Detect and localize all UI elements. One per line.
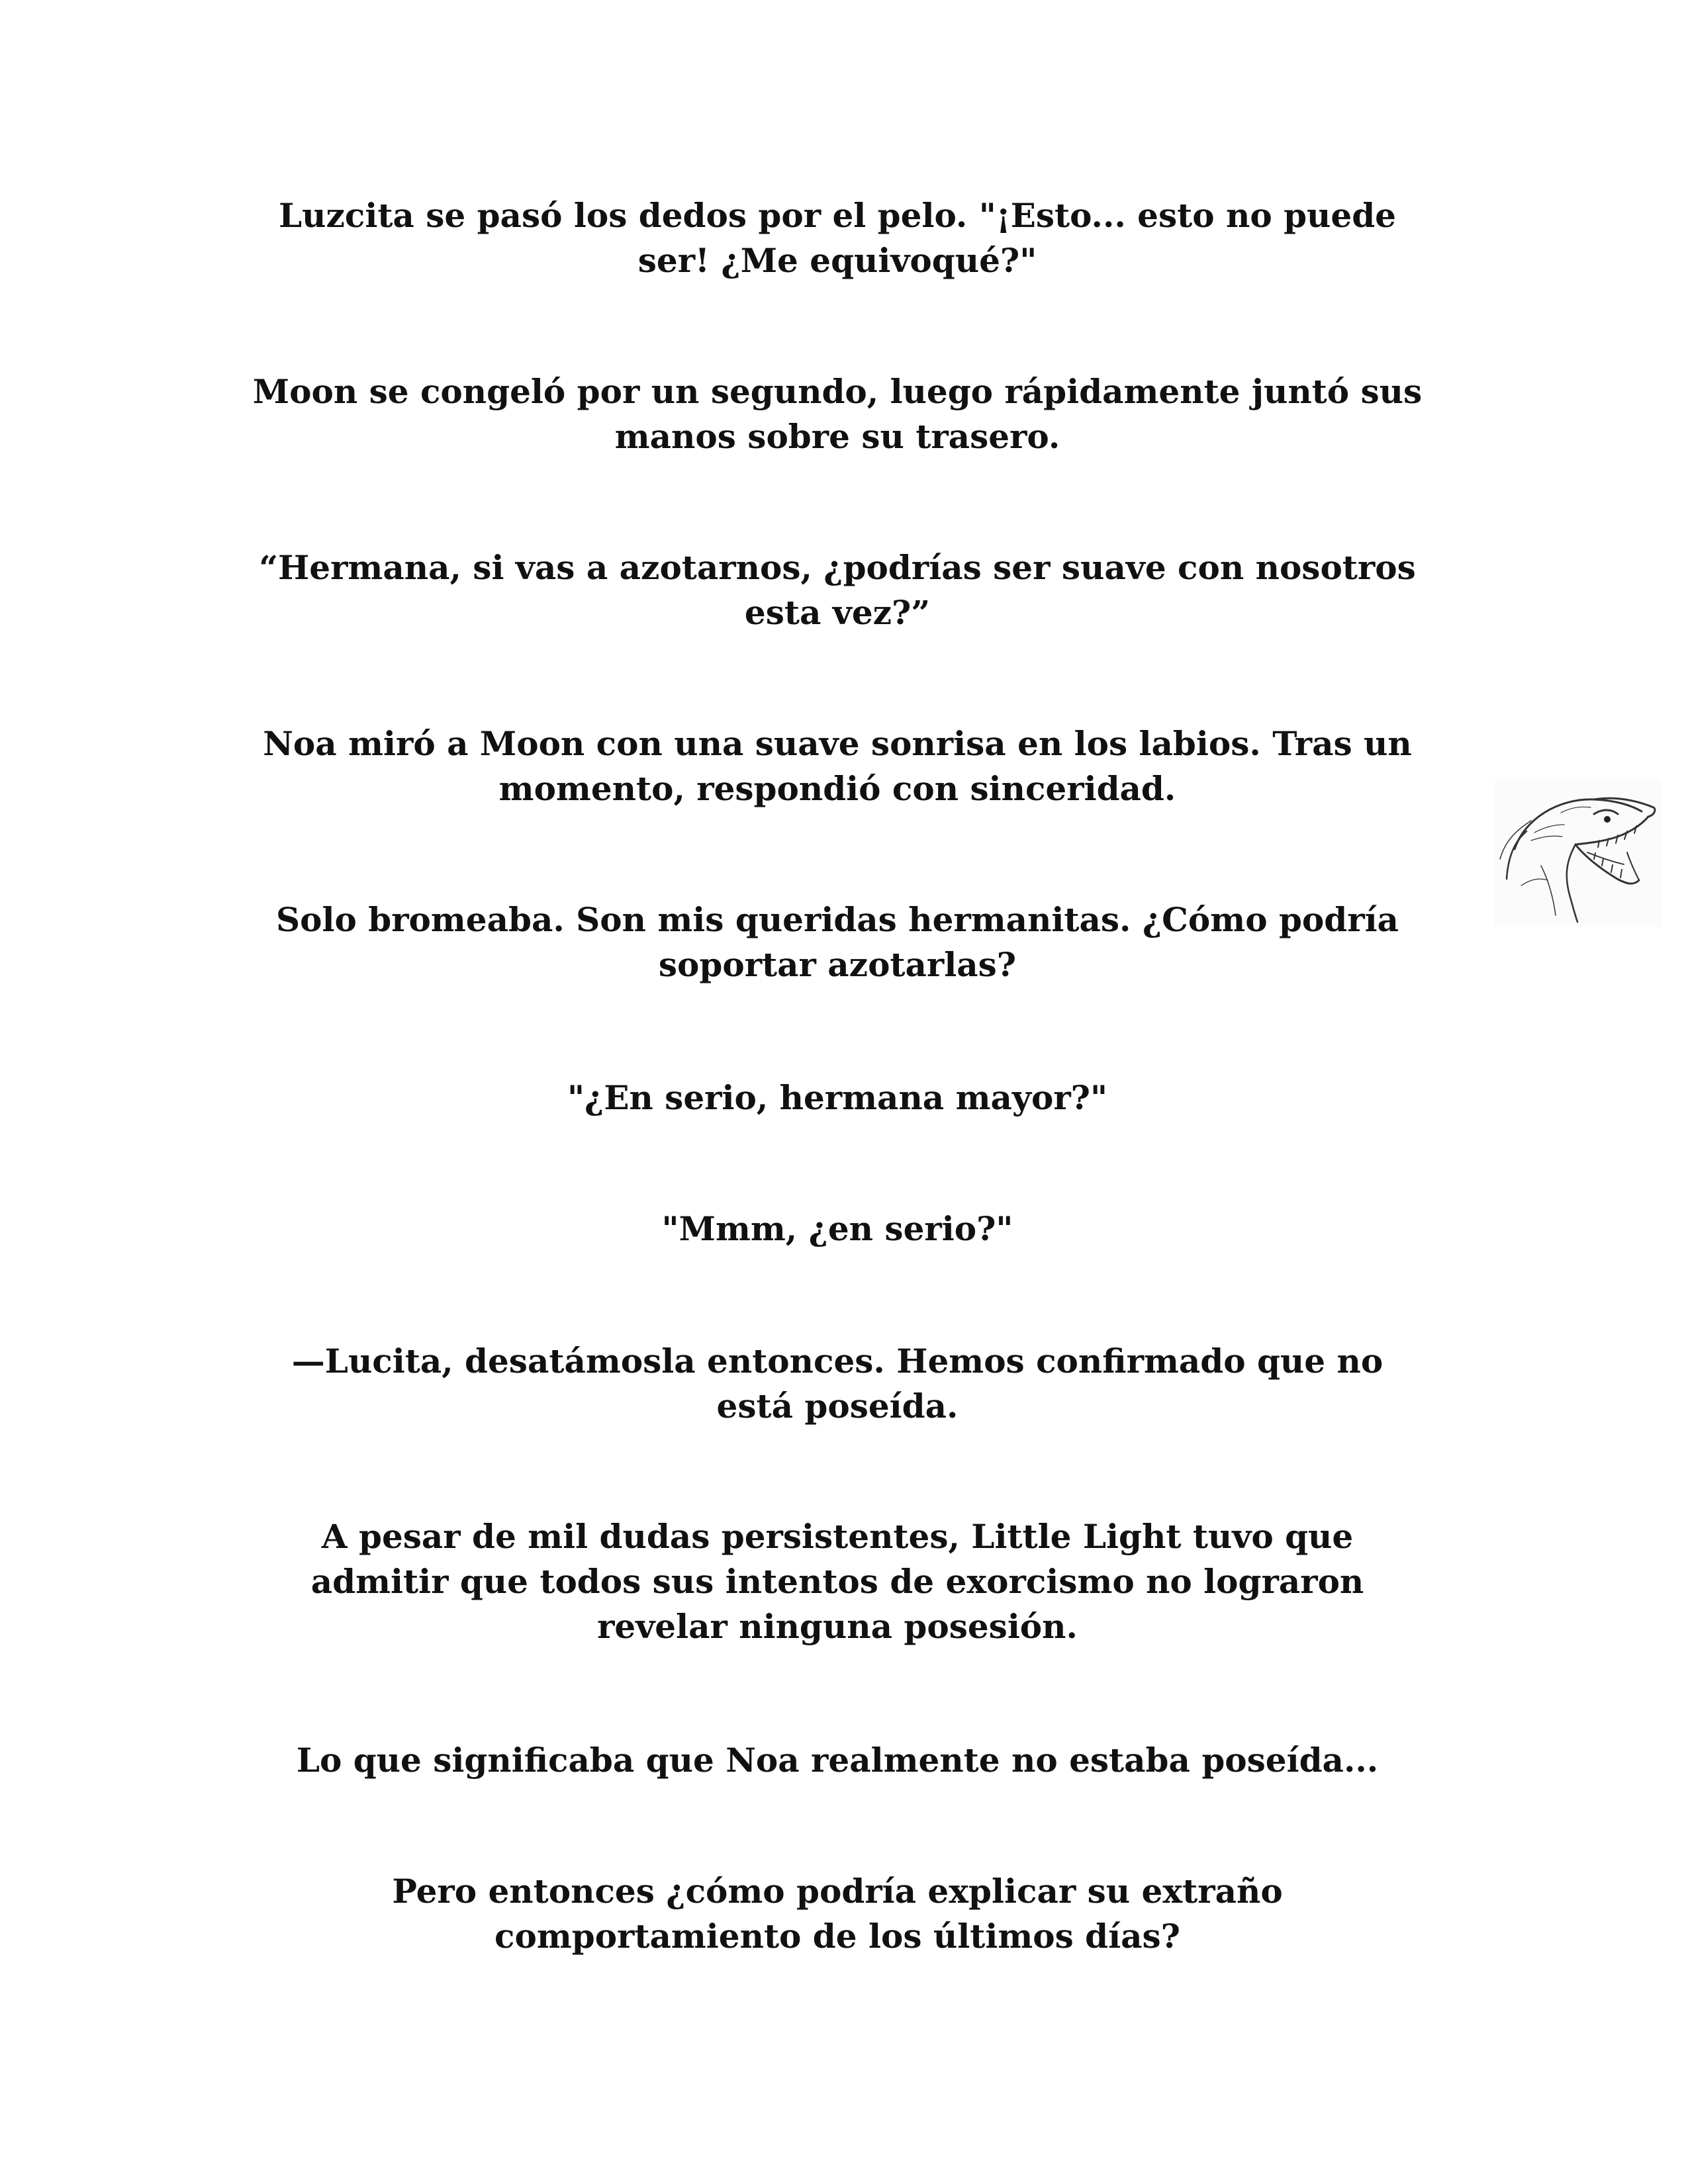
paragraph-2: Moon se congeló por un segundo, luego rápidamente juntó sus manos sobre su trasero. bbox=[252, 372, 1423, 456]
paragraph-8: —Lucita, desatámosla entonces. Hemos confirmado que no está poseída. bbox=[291, 1342, 1383, 1426]
paragraph-6: "¿En serio, hermana mayor?" bbox=[567, 1078, 1108, 1117]
paragraph-3: “Hermana, si vas a azotarnos, ¿podrías ser suave con nosotros esta vez?” bbox=[259, 548, 1416, 632]
paragraph-4: Noa miró a Moon con una suave sonrisa en los labios. Tras un momento, respondió con sinceridad. bbox=[263, 724, 1412, 808]
paragraph-7: "Mmm, ¿en serio?" bbox=[661, 1209, 1013, 1248]
paragraph-10: Lo que significaba que Noa realmente no estaba poseída... bbox=[296, 1741, 1379, 1780]
paragraph-1: Luzcita se pasó los dedos por el pelo. "¡Esto... esto no puede ser! ¿Me equivoqué?" bbox=[278, 196, 1396, 280]
paragraph-9: A pesar de mil dudas persistentes, Little Light tuvo que admitir que todos sus intentos de exorcismo no lograron revelar ninguna posesión. bbox=[310, 1517, 1364, 1646]
dinosaur-sketch-icon bbox=[1495, 780, 1662, 927]
paragraph-5: Solo bromeaba. Son mis queridas hermanitas. ¿Cómo podría soportar azotarlas? bbox=[276, 900, 1399, 984]
paragraph-11: Pero entonces ¿cómo podría explicar su extraño comportamiento de los últimos días? bbox=[392, 1872, 1283, 1956]
